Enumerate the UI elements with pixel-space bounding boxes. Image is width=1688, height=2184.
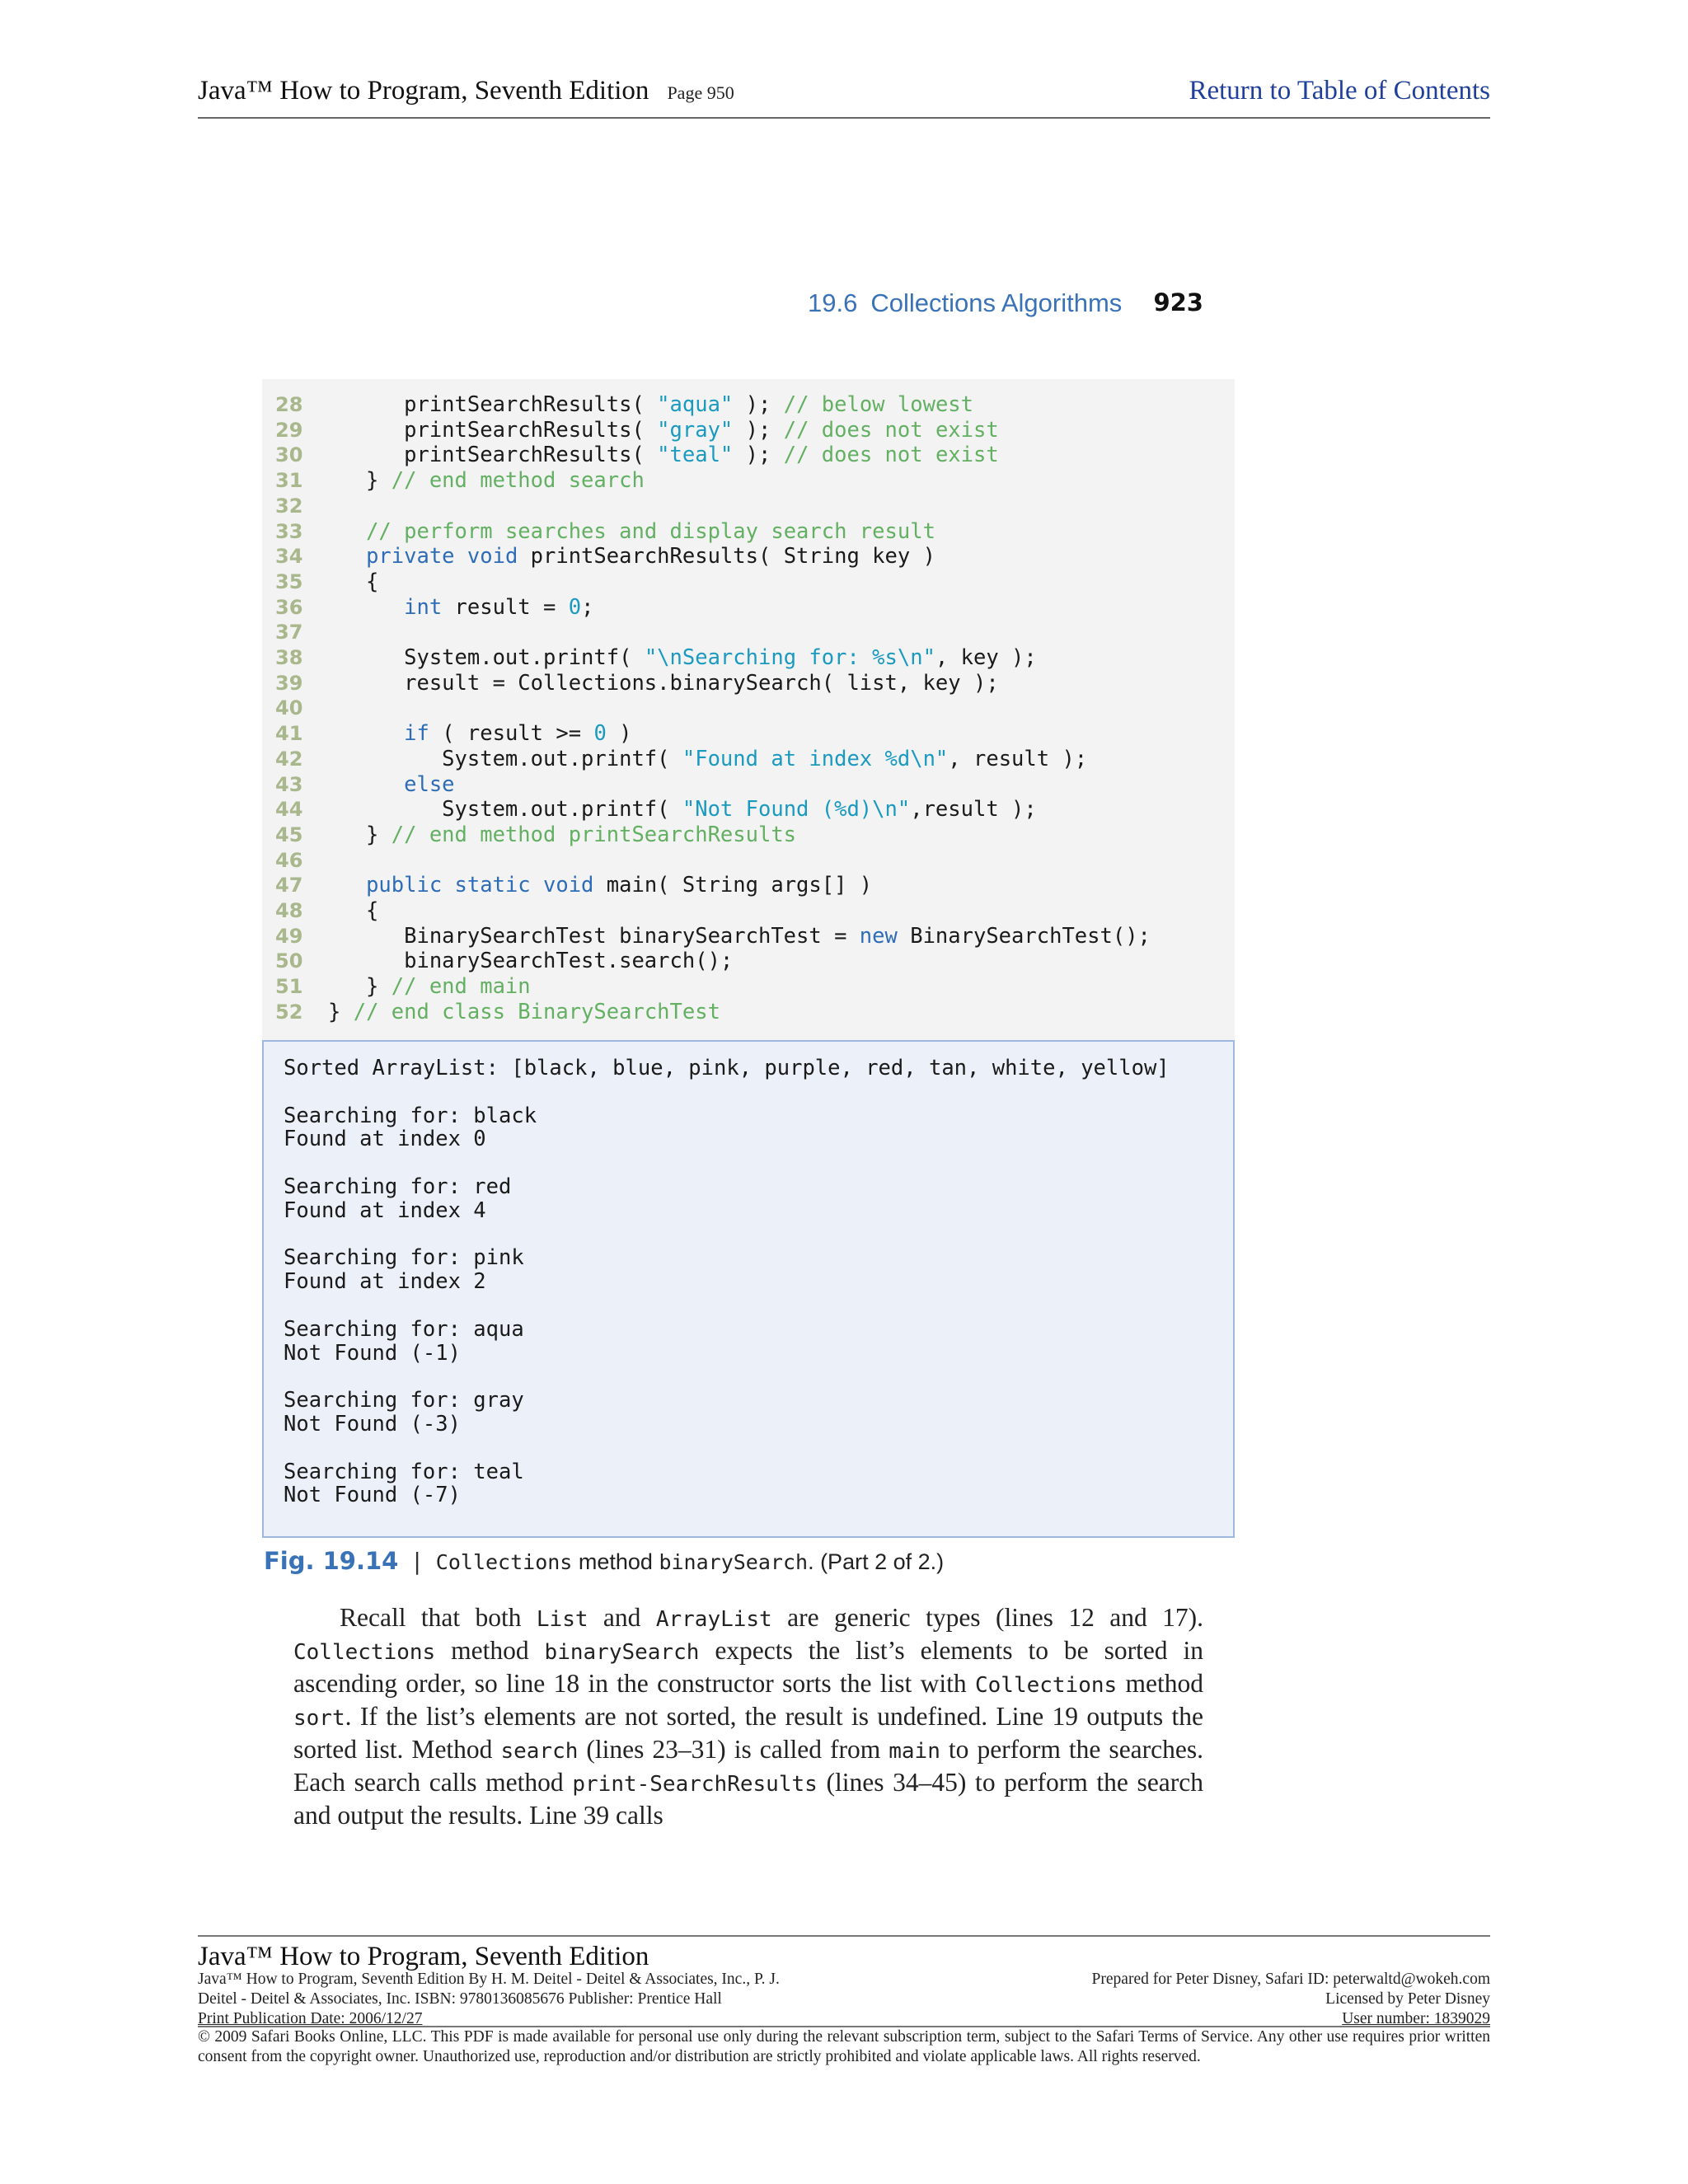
- body-text-run: (lines 34–45) to perform the search and output the results. Line 39 calls: [293, 1768, 1203, 1830]
- code-line: [262, 721, 1235, 747]
- code-token: // end main: [391, 974, 531, 1000]
- code-token: // perform searches and display search result: [366, 518, 935, 544]
- line-number: 51: [275, 975, 303, 999]
- code-token: main( String args[] ): [593, 873, 873, 898]
- line-number: 46: [275, 848, 303, 872]
- code-token: [328, 721, 404, 746]
- code-token: int: [404, 594, 443, 620]
- inline-code: List: [536, 1607, 588, 1632]
- header-book-title: [198, 76, 734, 106]
- page-header: [198, 76, 1490, 119]
- code-line: [262, 595, 1235, 621]
- code-line: [262, 924, 1235, 949]
- code-line: [262, 671, 1235, 696]
- footer-book-info-line: Java™ How to Program, Seventh Edition By H. M. Deitel - Deitel & Associates, Inc., P. J.: [198, 1971, 780, 1988]
- code-token: , result );: [948, 746, 1088, 771]
- code-text: [328, 747, 1087, 772]
- footer-license-info: [1092, 1970, 1490, 2029]
- code-line: [262, 569, 1235, 595]
- caption-method-name: binarySearch: [659, 1550, 809, 1574]
- code-text: [328, 873, 872, 898]
- code-text: [328, 721, 632, 747]
- code-text: [328, 772, 455, 798]
- code-text: [328, 418, 999, 443]
- footer-book-info-line: Deitel - Deitel & Associates, Inc. ISBN: 9780136085676 Publisher: Prentice Hall: [198, 1990, 722, 2008]
- code-token: else: [404, 771, 455, 797]
- line-number: 50: [275, 949, 303, 973]
- code-text: [328, 569, 378, 595]
- inline-code: binarySearch: [544, 1640, 700, 1665]
- code-text: [328, 519, 935, 545]
- code-text: [328, 671, 999, 696]
- code-token: "teal": [657, 443, 734, 468]
- code-text: [328, 443, 999, 468]
- section-heading: [808, 288, 1122, 318]
- code-token: // does not exist: [783, 443, 999, 468]
- code-token: // below lowest: [783, 392, 974, 417]
- code-text: [328, 544, 935, 569]
- code-line: [262, 418, 1235, 443]
- code-text: [328, 1000, 720, 1025]
- code-token: 0: [568, 594, 582, 620]
- code-token: {: [328, 569, 379, 594]
- output-line: Found at index 4: [284, 1197, 486, 1223]
- code-token: binarySearchTest.search();: [328, 949, 734, 974]
- body-paragraph: [293, 1602, 1203, 1830]
- code-token: );: [733, 417, 784, 443]
- body-text-run: and: [588, 1603, 656, 1632]
- footer-book-info: [198, 1970, 780, 2029]
- code-token: 0: [593, 721, 607, 747]
- code-token: }: [328, 822, 392, 847]
- code-token: "Not Found (%d)\n": [682, 797, 911, 823]
- code-token: private void: [366, 544, 518, 569]
- output-line: Searching for: aqua: [284, 1316, 524, 1342]
- code-line: [262, 974, 1235, 1000]
- section-number: 19.6: [808, 288, 858, 317]
- output-line: Found at index 0: [284, 1127, 486, 1152]
- code-token: }: [328, 974, 392, 1000]
- code-token: System.out.printf(: [328, 645, 645, 670]
- code-token: ,result );: [910, 797, 1037, 823]
- code-token: "gray": [657, 417, 734, 443]
- output-line: Not Found (-3): [284, 1412, 461, 1436]
- page-footer: [198, 1935, 1490, 2065]
- code-token: {: [328, 898, 379, 923]
- line-number: 37: [275, 621, 303, 644]
- body-text-run: expects the list’s elements to be sorted in ascending order, so line 18 in the constructor sorts the list with: [293, 1636, 1203, 1698]
- code-token: printSearchResults(: [328, 417, 658, 443]
- output-line: Not Found (-1): [284, 1340, 461, 1366]
- code-line: [262, 392, 1235, 418]
- code-line: [262, 747, 1235, 772]
- code-token: );: [733, 392, 784, 417]
- output-line: Searching for: pink: [284, 1245, 524, 1271]
- line-number: 33: [275, 519, 303, 543]
- code-token: "aqua": [657, 392, 734, 417]
- code-token: }: [328, 468, 392, 494]
- code-token: );: [733, 443, 784, 468]
- output-line: Searching for: gray: [284, 1388, 524, 1413]
- return-to-toc-link[interactable]: Return to Table of Contents: [1189, 76, 1490, 105]
- code-listing: [262, 379, 1235, 1040]
- header-page-label: Page 950: [667, 82, 734, 103]
- line-number: 28: [275, 393, 303, 416]
- line-number: 43: [275, 772, 303, 796]
- code-token: , key );: [935, 645, 1037, 670]
- code-token: // end method printSearchResults: [391, 822, 797, 847]
- line-number: 38: [275, 646, 303, 669]
- code-text: [328, 974, 531, 1000]
- line-number: 30: [275, 443, 303, 467]
- section-title: Collections Algorithms: [870, 288, 1123, 317]
- code-token: ;: [581, 594, 594, 620]
- figure-label: Fig. 19.14: [264, 1547, 399, 1575]
- footer-license-line: Licensed by Peter Disney: [1325, 1990, 1490, 2008]
- output-line: Searching for: black: [284, 1103, 537, 1128]
- line-number: 32: [275, 494, 303, 518]
- code-line: [262, 696, 1235, 721]
- code-token: }: [328, 999, 354, 1024]
- code-token: BinarySearchTest binarySearchTest =: [328, 923, 860, 949]
- line-number: 39: [275, 671, 303, 695]
- body-text: [293, 1602, 1203, 1830]
- code-token: printSearchResults( String key ): [518, 544, 935, 569]
- code-token: ): [606, 721, 632, 747]
- code-text: [328, 924, 1151, 949]
- line-number: 40: [275, 696, 303, 720]
- inline-code: Collections: [974, 1673, 1118, 1698]
- code-text: [328, 823, 796, 848]
- code-token: [328, 772, 404, 797]
- body-text-run: method: [1117, 1669, 1203, 1698]
- code-token: // does not exist: [783, 417, 999, 443]
- code-text: [328, 392, 973, 418]
- footer-copyright: © 2009 Safari Books Online, LLC. This PDF is made available for personal use only during the relevant subscription term, subject to the Safari Terms of Service. Any other use requires prior written consent from the copyright owner. Unauthorized use, reproduction and/or distribution are strictly prohibited and violate applicable laws. All rights reserved.: [198, 2028, 1490, 2065]
- line-number: 35: [275, 569, 303, 593]
- code-line: [262, 519, 1235, 545]
- body-text-run: are generic types (lines 12 and 17).: [771, 1603, 1203, 1632]
- body-text-run: Recall that both: [340, 1603, 537, 1632]
- inline-code: sort: [293, 1706, 345, 1731]
- code-token: [328, 544, 366, 569]
- code-line: [262, 873, 1235, 898]
- code-token: result =: [442, 594, 569, 620]
- line-number: 34: [275, 545, 303, 569]
- code-token: result = Collections.binarySearch( list, key );: [328, 670, 999, 696]
- running-head: [808, 288, 1203, 325]
- inline-code: main: [889, 1739, 940, 1764]
- output-line: Searching for: red: [284, 1174, 512, 1199]
- code-line: [262, 494, 1235, 519]
- code-token: [328, 595, 404, 620]
- line-number: 44: [275, 798, 303, 822]
- line-number: 49: [275, 924, 303, 948]
- output-line: Not Found (-7): [284, 1483, 461, 1508]
- code-text: [328, 797, 1037, 823]
- code-text: [328, 898, 378, 924]
- code-token: ( result >=: [429, 721, 594, 747]
- code-line: [262, 1000, 1235, 1025]
- code-text: [328, 595, 593, 621]
- code-line: [262, 823, 1235, 848]
- code-line: [262, 468, 1235, 494]
- output-line: Found at index 2: [284, 1269, 486, 1295]
- code-token: public static void: [366, 873, 594, 898]
- footer-license-line: Prepared for Peter Disney, Safari ID: peterwaltd@wokeh.com: [1091, 1971, 1490, 1988]
- code-line: [262, 620, 1235, 645]
- body-text-run: to perform the searches. Each search calls method: [293, 1735, 1203, 1797]
- line-number: 47: [275, 874, 303, 898]
- code-token: "Found at index %d\n": [682, 746, 949, 771]
- book-page-number: 923: [1153, 288, 1203, 316]
- code-line: [262, 797, 1235, 823]
- line-number: 42: [275, 747, 303, 771]
- code-line: [262, 645, 1235, 671]
- caption-separator: |: [413, 1548, 421, 1575]
- line-number: 48: [275, 899, 303, 922]
- caption-class-name: Collections: [435, 1550, 573, 1574]
- body-text-run: . If the list’s elements are not sorted, the result is undefined. Line 19 outputs the sorted list. Method: [293, 1702, 1203, 1764]
- figure-caption: [264, 1547, 1253, 1580]
- code-token: "\nSearching for: %s\n": [644, 645, 935, 670]
- program-output: [262, 1040, 1235, 1538]
- output-line: Searching for: teal: [284, 1459, 524, 1484]
- code-token: // end method search: [391, 468, 645, 494]
- code-text: [328, 468, 645, 494]
- code-token: new: [859, 923, 898, 949]
- line-number: 36: [275, 595, 303, 619]
- footer-license-line: User number: 1839029: [1342, 2010, 1490, 2027]
- code-line: [262, 443, 1235, 468]
- code-text: [328, 949, 733, 974]
- footer-book-title: Java™ How to Program, Seventh Edition: [198, 1942, 649, 1971]
- code-line: [262, 848, 1235, 874]
- line-number: 41: [275, 722, 303, 746]
- caption-method-word: method: [572, 1549, 659, 1574]
- code-token: if: [404, 721, 429, 747]
- inline-code: ArrayList: [655, 1607, 772, 1632]
- code-line: [262, 949, 1235, 974]
- code-token: printSearchResults(: [328, 392, 658, 417]
- code-line: [262, 898, 1235, 924]
- line-number: 52: [275, 1000, 303, 1024]
- code-token: printSearchResults(: [328, 443, 658, 468]
- body-text-run: (lines 23–31) is called from: [578, 1735, 889, 1764]
- line-number: 45: [275, 823, 303, 846]
- inline-code: search: [500, 1739, 579, 1764]
- body-text-run: method: [435, 1636, 545, 1665]
- caption-suffix: . (Part 2 of 2.): [808, 1549, 945, 1574]
- code-token: System.out.printf(: [328, 797, 682, 823]
- code-token: BinarySearchTest();: [897, 923, 1151, 949]
- footer-rule: [198, 1935, 1490, 1937]
- code-line: [262, 772, 1235, 798]
- line-number: 29: [275, 418, 303, 442]
- code-text: [328, 645, 1037, 671]
- book-title-text: Java™ How to Program, Seventh Edition: [198, 76, 649, 105]
- code-token: [328, 519, 366, 544]
- line-number: 31: [275, 469, 303, 493]
- code-token: [328, 873, 366, 898]
- inline-code: Collections: [293, 1640, 436, 1665]
- inline-code: print-SearchResults: [572, 1772, 818, 1797]
- code-line: [262, 544, 1235, 569]
- output-line: Sorted ArrayList: [black, blue, pink, purple, red, tan, white, yellow]: [284, 1056, 1170, 1080]
- footer-book-info-line: Print Publication Date: 2006/12/27: [198, 2010, 423, 2027]
- code-token: // end class BinarySearchTest: [353, 999, 720, 1024]
- code-token: System.out.printf(: [328, 746, 682, 771]
